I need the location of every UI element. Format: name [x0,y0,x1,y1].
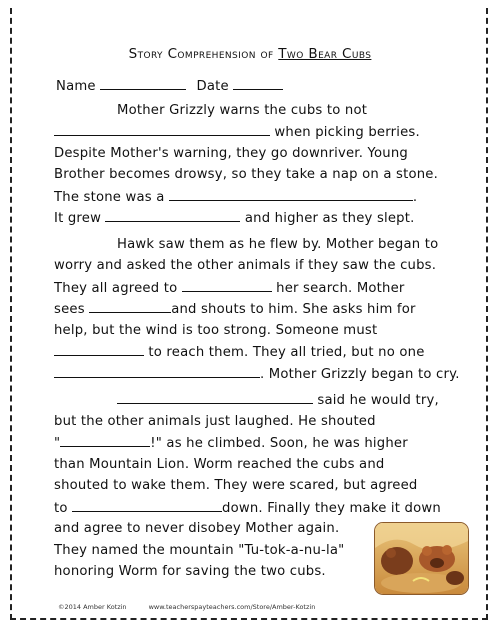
name-label: Name [56,79,96,94]
name-blank[interactable] [100,78,186,90]
passage-text: Despite Mother's warning, they go downriver. Young [54,146,408,161]
passage-text: and shouts to him. She asks him for [171,302,416,317]
answer-blank-8[interactable] [117,392,313,404]
passage-text: shouted to wake them. They were scared, but agreed [54,478,418,493]
passage-line-8 [54,258,436,273]
passage-line-14 [117,392,439,408]
bear-cubs-illustration [374,522,469,595]
answer-blank-6[interactable] [54,344,144,356]
passage-line-6 [54,210,415,226]
passage-line-13 [54,366,460,382]
title-prefix: Story Comprehension of [128,46,279,62]
passage-line-9 [54,280,405,296]
name-date-row [56,78,283,94]
answer-blank-10[interactable] [72,500,222,512]
bear-cubs-illustration-svg [375,523,468,594]
passage-text: . [412,190,418,205]
passage-text: her search. Mother [276,281,405,296]
answer-blank-9[interactable] [60,435,150,447]
passage-line-5 [54,189,417,205]
passage-text: The stone was a [54,190,165,205]
answer-blank-1[interactable] [54,124,270,136]
passage-line-4 [54,167,438,182]
passage-text: Hawk saw them as he flew by. Mother began to [117,237,439,252]
passage-text: Mother Grizzly warns the cubs to not [117,103,368,118]
passage-line-15 [54,414,376,429]
passage-line-21 [54,543,344,558]
passage-line-18 [54,478,417,493]
passage-text: Brother becomes drowsy, so they take a nap on a stone. [54,167,438,182]
passage-text: but the other animals just laughed. He shouted [54,414,376,429]
store-url[interactable]: www.teacherspayteachers.com/Store/Amber-Kotzin [148,603,316,611]
worksheet-title [0,46,500,62]
answer-blank-2[interactable] [169,189,413,201]
passage-line-7 [117,237,438,252]
date-label: Date [196,79,229,94]
passage-text: to reach them. They all tried, but no one [148,345,425,360]
passage-text: It grew [54,211,102,226]
passage-text: " [54,436,61,451]
passage-line-12 [54,344,425,360]
passage-text: !" as he climbed. Soon, he was higher [150,436,408,451]
passage-text: They named the mountain "Tu-tok-a-nu-la" [54,543,345,558]
answer-blank-7[interactable] [54,366,260,378]
passage-line-10 [54,301,416,317]
footer [58,603,315,611]
passage-line-3 [54,146,408,161]
passage-line-19 [54,500,441,516]
copyright-text: ©2014 Amber Kotzin [58,603,127,611]
passage-line-11 [54,323,377,338]
date-blank[interactable] [233,78,283,90]
passage-text: said he would try, [317,393,439,408]
passage-text: down. Finally they make it down [222,501,441,516]
passage-line-2 [54,124,420,140]
passage-text: . Mother Grizzly began to cry. [260,367,460,382]
passage-text: to [54,501,68,516]
passage-text: when picking berries. [274,125,420,140]
passage-text: worry and asked the other animals if they saw the cubs. [54,258,437,273]
passage-text: than Mountain Lion. Worm reached the cubs and [54,457,385,472]
passage-line-22 [54,564,326,579]
passage-line-20 [54,521,339,536]
passage-line-16 [54,435,408,451]
passage-text: honoring Worm for saving the two cubs. [54,564,326,579]
passage-text: They all agreed to [54,281,178,296]
passage-line-1 [117,103,367,118]
passage-line-17 [54,457,384,472]
passage-text: sees [54,302,85,317]
passage-text: help, but the wind is too strong. Someone must [54,323,378,338]
answer-blank-4[interactable] [182,280,272,292]
answer-blank-5[interactable] [89,301,171,313]
answer-blank-3[interactable] [105,210,240,222]
passage-text: and agree to never disobey Mother again. [54,521,340,536]
passage-text: and higher as they slept. [244,211,415,226]
title-book: Two Bear Cubs [278,46,372,62]
